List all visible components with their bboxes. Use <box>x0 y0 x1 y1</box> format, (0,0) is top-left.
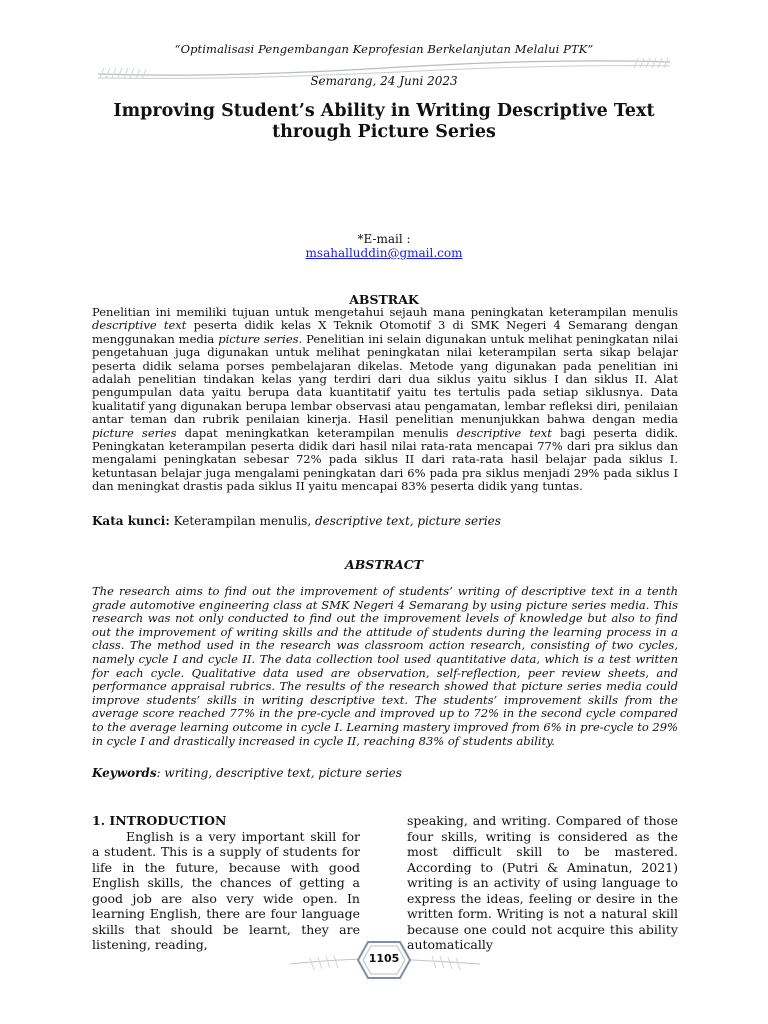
intro-paragraph-left: English is a very important skill for a student. This is a supply of students for life in the future, because with good English skills, the chances of getting a good job are also very wide open. In learning English, there are four language skills that should be learnt, they are listening, reading, <box>92 828 360 952</box>
kata-kunci <box>92 514 501 528</box>
keywords-text: : writing, descriptive text, picture series <box>156 766 402 780</box>
email-label: *E-mail : <box>357 232 411 246</box>
paper-title <box>0 101 768 143</box>
abstrak-emph-3: picture series <box>92 425 177 440</box>
page-number: 1105 <box>368 952 400 965</box>
journal-title: “Optimalisasi Pengembangan Keprofesian Berkelanjutan Melalui PTK” <box>174 42 594 56</box>
kata-kunci-plain: Keterampilan menulis, <box>169 514 315 528</box>
paper-title-line-1: Improving Student’s Ability in Writing Descriptive Text <box>113 101 655 121</box>
abstrak-text-2: peserta didik kelas X Teknik Otomotif 3 di SMK Negeri 4 Semarang dengan menggunakan media <box>92 318 678 346</box>
abstrak-emph-4: descriptive text <box>456 425 552 440</box>
paper-title-line-2: through Picture Series <box>272 122 496 142</box>
conference-date: Semarang, 24 Juni 2023 <box>310 74 458 88</box>
keywords <box>92 766 402 780</box>
intro-right-column: speaking, and writing. Compared of those four skills, writing is considered as the most difficult skill to be mastered. According to (Putri & Aminatun, 2021) writing is an activity of using language to express the ideas, feeling or desire in the written form. Writing is not a natural skill because one could not acquire this ability automatically <box>407 813 678 952</box>
author-email-link[interactable]: msahalluddin@gmail.com <box>305 246 463 260</box>
abstrak-text-4: dapat meningkatkan keterampilan menulis <box>176 425 457 440</box>
abstrak-heading: ABSTRAK <box>349 292 419 307</box>
abstrak-text-1: Penelitian ini memiliki tujuan untuk mengetahui sejauh mana peningkatan keterampilan menulis <box>92 305 678 319</box>
author-email <box>0 246 768 260</box>
abstrak-text-3: . Penelitian ini selain digunakan untuk melihat peningkatan nilai pengetahuan juga digunakan untuk melihat peningkatan nilai keterampilan serta sikap belajar peserta didik selama porses pembelajaran dikelas. Metode yang digunakan pada penelitian ini adalah penelitian tindakan kelas yang terdiri dari dua siklus yaitu siklus I dan siklus II. Alat pengumpulan data yaitu berupa data kuantitatif yaitu tes tertulis pada setiap siklusnya. Data kualitatif yang digunakan berupa lembar observasi atau pengamatan, lembar refleksi diri, penilaian antar teman dan rubrik penilaian kinerja. Hasil penelitian menunjukkan bahwa dengan media <box>92 331 678 427</box>
abstract-heading: ABSTRACT <box>345 557 423 572</box>
abstrak-emph-1: descriptive text <box>92 318 187 333</box>
kata-kunci-label: Kata kunci: <box>92 514 170 528</box>
intro-left-column <box>92 813 360 953</box>
abstrak-emph-2: picture series <box>218 331 299 346</box>
abstrak-text-5: bagi peserta didik. Peningkatan keterampilan peserta didik dari hasil nilai rata-rata mencapai 77% dari pra siklus dan mengalami peningkatan sebesar 72% pada siklus II dari rata-rata hasil belajar pada siklus I. ketuntasan belajar juga mengalami peningkatan dari 6% pada pra siklus menjadi 29% pada siklus I dan meningkat drastis pada siklus II yaitu mencapai 83% peserta didik yang tuntas. <box>92 425 679 494</box>
introduction-heading: 1. INTRODUCTION <box>92 813 227 828</box>
abstract-body: The research aims to find out the improvement of students’ writing of descriptive text in a tenth grade automotive engineering class at SMK Negeri 4 Semarang by using picture series media. This research was not only conducted to find out the improvement levels of knowledge but also to find out the improvement of writing skills and the attitude of students during the learning process in a class. The method used in the research was classroom action research, consisting of two cycles, namely cycle I and cycle II. The data collection tool used quantitative data, which is a test written for each cycle. Qualitative data used are observation, self-reflection, peer review sheets, and performance appraisal rubrics. The results of the research showed that picture series media could improve students’ skills in writing descriptive text. The students’ improvement skills from the average score reached 77% in the pre-cycle and improved up to 72% in the second cycle compared to the average learning outcome in cycle I. Learning mastery improved from 6% in pre-cycle to 29% in cycle I and drastically increased in cycle II, reaching 83% of students ability. <box>92 584 678 748</box>
kata-kunci-emph: descriptive text, picture series <box>314 514 501 528</box>
abstrak-body <box>92 306 678 494</box>
keywords-label: Keywords <box>92 766 157 780</box>
